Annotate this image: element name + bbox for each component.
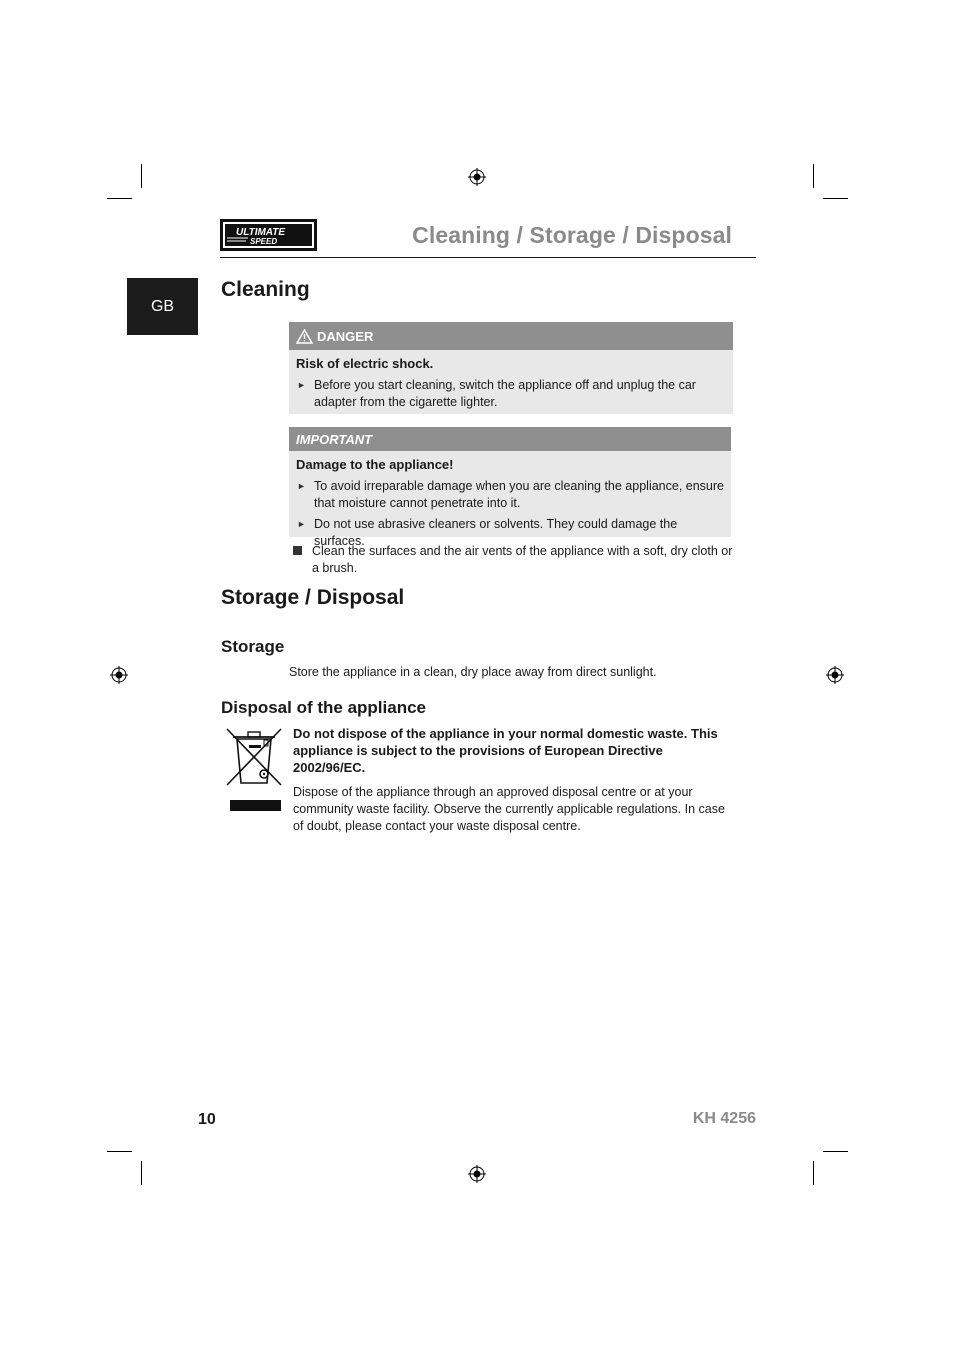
page-number: 10 bbox=[198, 1111, 216, 1128]
bullet-arrow-icon: ► bbox=[297, 481, 306, 491]
square-bullet-icon bbox=[293, 546, 302, 555]
registration-mark-icon bbox=[468, 1165, 486, 1183]
important-box bbox=[289, 427, 731, 548]
disposal-text: Dispose of the appliance through an approved disposal centre or at your community waste facility. Observe the currently applicable regulations. In case of doubt, please contact your waste disposal centre. bbox=[293, 785, 725, 833]
danger-label: DANGER bbox=[317, 328, 374, 344]
bullet-arrow-icon: ► bbox=[297, 380, 306, 390]
list-item bbox=[296, 377, 726, 411]
crop-mark bbox=[813, 1161, 814, 1185]
crop-mark bbox=[141, 1161, 142, 1185]
registration-mark-icon bbox=[468, 168, 486, 186]
important-bullet-text: To avoid irreparable damage when you are cleaning the appliance, ensure that moisture cannot penetrate into it. bbox=[314, 479, 724, 510]
logo-top-text: ULTIMATE bbox=[236, 227, 286, 238]
cleaning-instruction-text: Clean the surfaces and the air vents of the appliance with a soft, dry cloth or a brush. bbox=[312, 544, 733, 575]
subheading-disposal: Disposal of the appliance bbox=[221, 698, 426, 717]
crop-mark bbox=[107, 1151, 132, 1152]
cleaning-instruction bbox=[293, 543, 733, 577]
danger-header bbox=[289, 322, 733, 350]
brand-logo bbox=[220, 219, 317, 251]
important-label: IMPORTANT bbox=[296, 431, 373, 447]
storage-text: Store the appliance in a clean, dry place away from direct sunlight. bbox=[289, 665, 657, 679]
bullet-arrow-icon: ► bbox=[297, 519, 306, 529]
danger-box bbox=[289, 322, 733, 414]
registration-mark-icon bbox=[826, 666, 844, 684]
important-lead: Damage to the appliance! bbox=[296, 457, 454, 472]
logo-bottom-text: SPEED bbox=[250, 237, 278, 246]
warning-triangle-icon bbox=[296, 329, 313, 344]
danger-bullet-text: Before you start cleaning, switch the appliance off and unplug the car adapter from the cigarette lighter. bbox=[314, 378, 696, 409]
disposal-warning: Do not dispose of the appliance in your normal domestic waste. This appliance is subject to the provisions of European Directive 2002/96/EC. bbox=[293, 726, 718, 775]
crop-mark bbox=[823, 1151, 848, 1152]
weee-crossed-bin-icon bbox=[223, 725, 285, 815]
important-header bbox=[289, 427, 731, 451]
section-heading-cleaning: Cleaning bbox=[221, 278, 310, 301]
language-tab: GB bbox=[127, 278, 198, 335]
header-divider bbox=[220, 257, 756, 258]
model-number: KH 4256 bbox=[692, 1110, 756, 1127]
crop-mark bbox=[813, 164, 814, 188]
list-item bbox=[296, 478, 724, 512]
important-bullet-text: Do not use abrasive cleaners or solvents. They could damage the surfaces. bbox=[314, 517, 678, 548]
danger-lead: Risk of electric shock. bbox=[296, 356, 434, 371]
page-title: Cleaning / Storage / Disposal bbox=[412, 222, 732, 248]
section-heading-storage-disposal: Storage / Disposal bbox=[221, 586, 405, 609]
crop-mark bbox=[141, 164, 142, 188]
crop-mark bbox=[107, 198, 132, 199]
crop-mark bbox=[823, 198, 848, 199]
subheading-storage: Storage bbox=[221, 637, 285, 656]
registration-mark-icon bbox=[110, 666, 128, 684]
